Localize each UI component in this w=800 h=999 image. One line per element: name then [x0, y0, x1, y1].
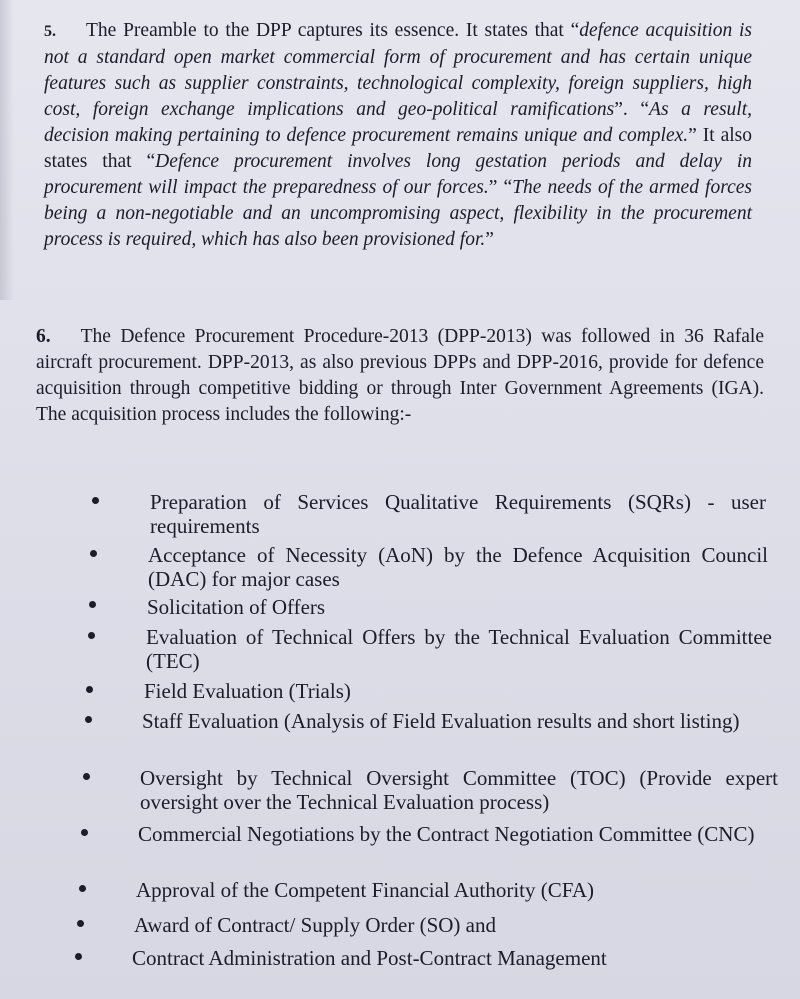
bullet-icon: [79, 885, 86, 892]
list-item: Field Evaluation (Trials): [144, 679, 351, 703]
quote-decision-making: As a result, decision making pertaining to defence procurement remains unique and complex.: [44, 99, 752, 146]
quote-gestation: Defence procurement involves long gestation periods and delay in procurement will impact the preparedness of our forces.: [44, 151, 753, 198]
list-item: Staff Evaluation (Analysis of Field Evaluation results and short listing): [142, 709, 740, 733]
quote-flexibility: The needs of the armed forces being a non-negotiable and an uncompromising aspect, flexibility in the procurement process is required, which has also been provisioned for.: [44, 177, 752, 250]
list-item: Award of Contract/ Supply Order (SO) and: [134, 913, 496, 937]
bullet-icon: [85, 716, 92, 723]
bullet-icon: [81, 829, 88, 836]
paragraph-5-end: ”: [485, 229, 494, 250]
paragraph-number: 6.: [36, 326, 51, 347]
bullet-icon: [75, 953, 82, 960]
list-item: Preparation of Services Qualitative Requirements (SQRs) - user requirements: [150, 490, 766, 538]
bullet-icon: [83, 773, 90, 780]
list-item: Contract Administration and Post-Contract Management: [132, 946, 607, 970]
paragraph-5: [44, 18, 752, 253]
bullet-icon: [92, 497, 99, 504]
bullet-icon: [89, 601, 96, 608]
bullet-icon: [86, 686, 93, 693]
bullet-icon: [90, 550, 97, 557]
paragraph-5-mid1: ”. “: [614, 99, 650, 120]
list-item: Oversight by Technical Oversight Committee (TOC) (Provide expert oversight over the Technical Evaluation process): [140, 766, 778, 814]
paragraph-5-mid3: ” “: [488, 177, 513, 198]
paragraph-5-mid2: ” It also states that “: [44, 125, 752, 172]
list-item: Approval of the Competent Financial Authority (CFA): [136, 878, 595, 902]
list-item: Acceptance of Necessity (AoN) by the Defence Acquisition Council (DAC) for major cases: [148, 543, 768, 591]
acquisition-process-list: [0, 484, 800, 994]
list-item: Commercial Negotiations by the Contract Negotiation Committee (CNC): [138, 822, 755, 846]
quote-defence-acquisition: defence acquisition is not a standard open market commercial form of procurement and has certain unique features such as supplier constraints, technological complexity, foreign suppliers, high cost, foreign exchange implications and geo-political ramifications: [44, 20, 752, 120]
bullet-icon: [88, 632, 95, 639]
paragraph-number: 5.: [44, 23, 56, 40]
list-item: Evaluation of Technical Offers by the Technical Evaluation Committee (TEC): [146, 625, 772, 673]
paragraph-6-text: The Defence Procurement Procedure-2013 (DPP-2013) was followed in 36 Rafale aircraft procurement. DPP-2013, as also previous DPPs and DPP-2016, provide for defence acquisition through competitive bidding or through Inter Government Agreements (IGA). The acquisition process includes the following:-: [36, 326, 764, 425]
list-item: Solicitation of Offers: [147, 595, 326, 619]
bullet-icon: [77, 920, 84, 927]
paragraph-5-intro: The Preamble to the DPP captures its essence. It states that “: [86, 20, 580, 41]
paragraph-6: [36, 324, 764, 428]
